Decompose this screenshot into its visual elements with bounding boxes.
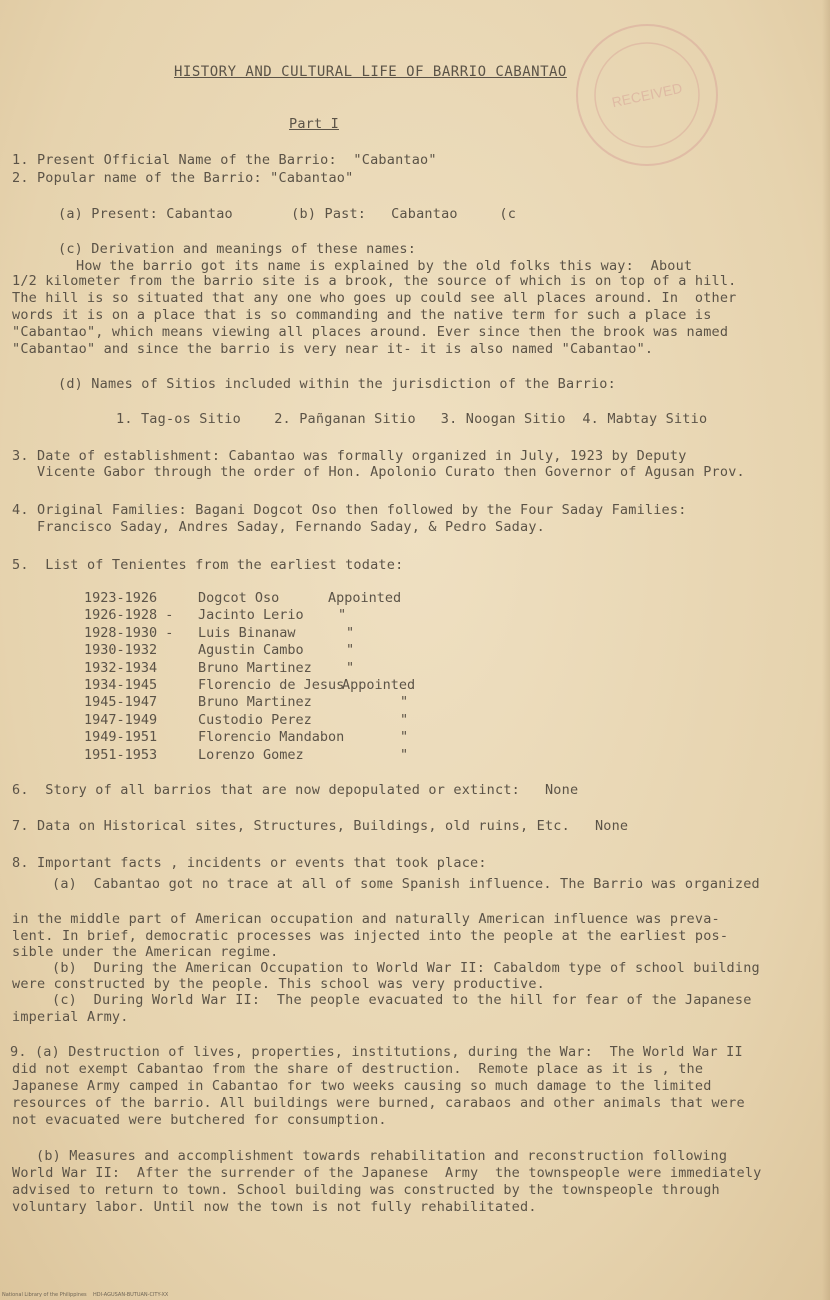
name-cell: Bruno Martinez — [198, 694, 312, 711]
item-8a-cont: lent. In brief, democratic processes was injected into the people at the earliest pos- — [12, 928, 729, 944]
years-cell: 1930-1932 — [84, 642, 158, 659]
item-8a-cont: in the middle part of American occupation and naturally American influence was preva- — [12, 911, 720, 927]
item-8c: (c) During World War II: The people evacuated to the hill for fear of the Japanese — [52, 992, 752, 1008]
document-title: HISTORY AND CULTURAL LIFE OF BARRIO CABANTAO — [174, 64, 567, 80]
item-2a: (a) Present: Cabantao (b) Past: Cabantao (c — [58, 206, 517, 222]
derivation-line: How the barrio got its name is explained by the old folks this way: About — [76, 258, 693, 274]
item-9b-cont: World War II: After the surrender of the Japanese Army the townspeople were immediately — [12, 1165, 762, 1181]
item-4-cont: Francisco Saday, Andres Saday, Fernando Saday, & Pedro Saday. — [37, 519, 545, 535]
name-cell: Custodio Perez — [198, 711, 312, 728]
years-cell: 1949-1951 — [84, 729, 158, 746]
item-8c-cont: imperial Army. — [12, 1009, 129, 1025]
item-9a: 9. (a) Destruction of lives, properties, institutions, during the War: The World War II — [10, 1044, 743, 1060]
received-stamp — [572, 20, 722, 170]
derivation-line: "Cabantao" and since the barrio is very near it- it is also named "Cabantao". — [12, 341, 654, 357]
page-edge-shadow — [822, 0, 830, 1300]
years-cell: 1947-1949 — [84, 711, 158, 728]
part-heading: Part I — [289, 116, 339, 132]
years-cell: 1926-1928 - — [84, 607, 174, 624]
item-8: 8. Important facts , incidents or events that took place: — [12, 855, 487, 871]
status-cell: " — [400, 711, 409, 728]
item-4: 4. Original Families: Bagani Dogcot Oso then followed by the Four Saday Families: — [12, 502, 687, 518]
item-5: 5. List of Tenientes from the earliest todate: — [12, 557, 404, 573]
item-2: 2. Popular name of the Barrio: "Cabantao" — [12, 170, 354, 186]
name-cell: Agustin Cambo — [198, 642, 304, 659]
archive-footer: National Library of the Philippines HDI-AGUSAN-BUTUAN-CITY-XX — [2, 1292, 169, 1298]
item-9a-cont: not evacuated were butchered for consumption. — [12, 1112, 387, 1128]
item-9a-cont: resources of the barrio. All buildings were burned, carabaos and other animals that were — [12, 1095, 745, 1111]
name-cell: Florencio de Jesus — [198, 676, 345, 693]
item-8b: (b) During the American Occupation to World War II: Cabaldom type of school building — [52, 960, 760, 976]
name-cell: Dogcot Oso — [198, 590, 280, 606]
years-cell: 1923-1926 — [84, 590, 158, 606]
item-6: 6. Story of all barrios that are now depopulated or extinct: None — [12, 782, 579, 798]
item-8b-cont: were constructed by the people. This school was very productive. — [12, 976, 545, 992]
status-cell: Appointed — [328, 590, 402, 606]
years-cell: 1928-1930 - — [84, 624, 174, 641]
item-3: 3. Date of establishment: Cabantao was formally organized in July, 1923 by Deputy — [12, 448, 687, 464]
item-9b-cont: voluntary labor. Until now the town is not fully rehabilitated. — [12, 1199, 537, 1215]
derivation-line: "Cabantao", which means viewing all places around. Ever since then the brook was named — [12, 324, 729, 340]
item-8a-cont: sible under the American regime. — [12, 944, 279, 960]
years-cell: 1932-1934 — [84, 659, 158, 676]
sitio-list: 1. Tag-os Sitio 2. Pañganan Sitio 3. Noogan Sitio 4. Mabtay Sitio — [116, 411, 708, 427]
name-cell: Bruno Martinez — [198, 659, 312, 676]
derivation-line: The hill is so situated that any one who goes up could see all places around. In other — [12, 290, 737, 306]
stamp-label: RECEIVED — [610, 79, 684, 111]
status-cell: " — [400, 729, 409, 746]
derivation-line: 1/2 kilometer from the barrio site is a brook, the source of which is on top of a hill. — [12, 273, 737, 289]
name-cell: Jacinto Lerio — [198, 607, 304, 624]
derivation-line: words it is on a place that is so commanding and the native term for such a place is — [12, 307, 712, 323]
name-cell: Luis Binanaw — [198, 624, 296, 641]
item-9a-cont: did not exempt Cabantao from the share of destruction. Remote place as it is , the — [12, 1061, 704, 1077]
status-cell: Appointed — [342, 676, 416, 693]
item-2d: (d) Names of Sitios included within the jurisdiction of the Barrio: — [58, 376, 616, 392]
years-cell: 1951-1953 — [84, 746, 158, 763]
name-cell: Lorenzo Gomez — [198, 746, 304, 763]
years-cell: 1945-1947 — [84, 694, 158, 711]
item-3-cont: Vicente Gabor through the order of Hon. Apolonio Curato then Governor of Agusan Prov. — [37, 464, 745, 480]
status-cell: " — [346, 624, 355, 641]
item-8a: (a) Cabantao got no trace at all of some Spanish influence. The Barrio was organized — [52, 876, 760, 892]
status-cell: " — [346, 642, 355, 659]
item-9b: (b) Measures and accomplishment towards rehabilitation and reconstruction following — [36, 1148, 728, 1164]
item-2c: (c) Derivation and meanings of these names: — [58, 241, 417, 257]
name-cell: Florencio Mandabon — [198, 729, 345, 746]
status-cell: " — [346, 659, 355, 676]
status-cell: " — [400, 746, 409, 763]
status-cell: " — [400, 694, 409, 711]
item-1: 1. Present Official Name of the Barrio: "Cabantao" — [12, 152, 437, 168]
status-cell: " — [338, 607, 347, 624]
item-7: 7. Data on Historical sites, Structures, Buildings, old ruins, Etc. None — [12, 818, 629, 834]
item-9a-cont: Japanese Army camped in Cabantao for two weeks causing so much damage to the limited — [12, 1078, 712, 1094]
years-cell: 1934-1945 — [84, 676, 158, 693]
item-9b-cont: advised to return to town. School building was constructed by the townspeople through — [12, 1182, 720, 1198]
